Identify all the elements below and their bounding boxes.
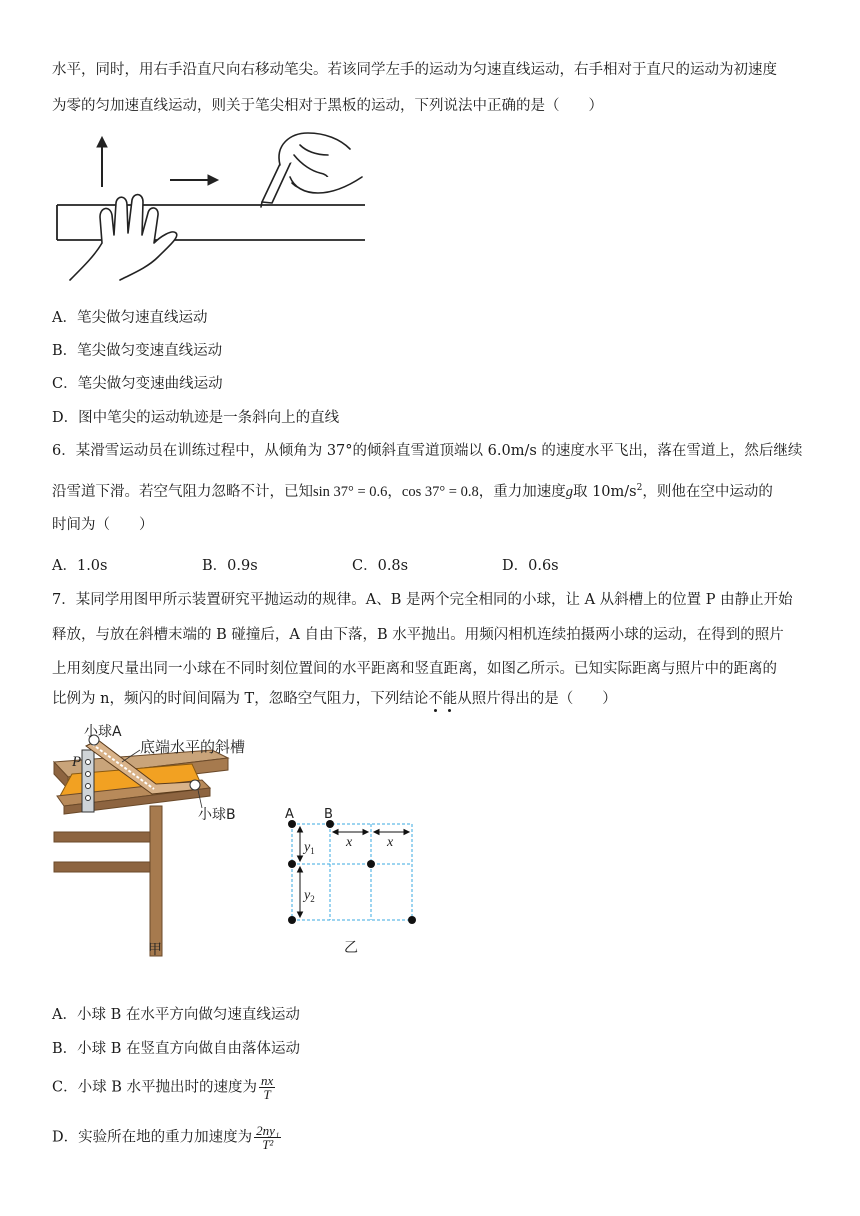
q7-option-d: D．实验所在地的重力加速度为 $\frac{\text{2ny₁}}{\text{T²}}$ [52, 1123, 280, 1152]
grid-label-y1: y [304, 840, 311, 855]
ball-a-pos-2 [288, 860, 296, 868]
q6-line-2: 沿雪道下滑。若空气阻力忽略不计，已知sin 37° = 0.6，cos 37° = 0.8，重力加速度g取 $10m/s^2$，则他在空中运动的 [52, 483, 773, 500]
right-hand-pen-shape [261, 133, 362, 207]
q7-line-1: 7．某同学用图甲所示装置研究平抛运动的规律。A、B 是两个完全相同的小球，让 A 从斜槽上的位置 P 由静止开始 [52, 592, 793, 608]
grid-label-x2: x [387, 835, 394, 850]
q7-option-c-fraction: $\frac{nx}{T}$ [260, 1073, 274, 1102]
q6-line-3: 时间为（ ） [52, 517, 154, 533]
q5-line-1: 水平，同时，用右手沿直尺向右移动笔尖。若该同学左手的运动为匀速直线运动，右手相对于直尺的运动为初速度 [52, 62, 777, 78]
emphasis-can: 能 [442, 691, 458, 707]
q6-option-a: A．1.0s [52, 558, 108, 574]
ball-a-pos-3 [288, 916, 296, 924]
grid-label-x1: x [346, 835, 353, 850]
right-arrow-icon [170, 175, 218, 185]
svg-text:y1: $y_1$ [304, 840, 315, 856]
q7-line-3: 上用刻度尺量出同一小球在不同时刻位置间的水平距离和竖直距离，如图乙所示。已知实际距离与照片中的距离的 [52, 661, 777, 677]
grid-label-b: B [324, 807, 333, 822]
grid-label-a: A [285, 807, 294, 822]
q7-option-c: C．小球 B 水平抛出时的速度为 $\frac{nx}{T}$ [52, 1073, 274, 1102]
q7-figure-jia-apparatus [52, 722, 267, 962]
emphasis-not: 不 [428, 691, 443, 707]
q7-option-b: B．小球 B 在竖直方向做自由落体运动 [52, 1041, 301, 1057]
ball-b-pos-2 [367, 860, 375, 868]
ball-b [190, 780, 200, 790]
q5-option-d: D．图中笔尖的运动轨迹是一条斜向上的直线 [52, 410, 340, 426]
q7-option-d-fraction: $\frac{\text{2ny₁}}{\text{T²}}$ [256, 1123, 280, 1152]
q6-sin-formula: sin 37° = 0.6 [313, 483, 388, 500]
label-ball-a: 小球A [84, 724, 122, 740]
q7-option-a: A．小球 B 在水平方向做匀速直线运动 [52, 1007, 300, 1023]
q7-figure-yi-grid [280, 802, 420, 960]
q5-option-c: C．笔尖做匀变速曲线运动 [52, 376, 223, 392]
up-arrow-icon [97, 137, 107, 187]
q5-option-b: B．笔尖做匀变速直线运动 [52, 343, 223, 359]
q6-option-c: C．0.8s [352, 558, 409, 574]
q6-cos-formula: cos 37° = 0.8 [401, 483, 479, 500]
grid-label-y2: y [304, 888, 311, 903]
ball-b-pos-3 [408, 916, 416, 924]
q6-line-1: 6．某滑雪运动员在训练过程中，从倾角为 37°的倾斜直雪道顶端以 6.0m/s 的速度水平飞出，落在雪道上，然后继续 [52, 443, 803, 459]
caption-jia: 甲 [148, 942, 162, 958]
q6-option-b: B．0.9s [202, 558, 258, 574]
q5-line-2: 为零的匀加速直线运动，则关于笔尖相对于黑板的运动，下列说法中正确的是（ ） [52, 98, 603, 114]
q5-figure-ruler-hands [50, 125, 380, 290]
q6-option-d: D．0.6s [502, 558, 559, 574]
label-slot: 底端水平的斜槽 [140, 738, 246, 756]
caption-yi: 乙 [344, 940, 358, 956]
label-p: P [72, 754, 82, 770]
q5-option-a: A．笔尖做匀速直线运动 [52, 310, 208, 326]
q7-line-2: 释放，与放在斜槽末端的 B 碰撞后，A 自由下落，B 水平抛出。用频闪相机连续拍摄两小球的运动，在得到的照片 [52, 627, 784, 643]
q7-line-4: 比例为 n，频闪的时间间隔为 T，忽略空气阻力，下列结论不能从照片得出的是（ ） [52, 691, 617, 707]
left-hand-shape [70, 195, 177, 280]
label-ball-b: 小球B [198, 807, 236, 823]
svg-text:y2: $y_2$ [304, 888, 315, 904]
